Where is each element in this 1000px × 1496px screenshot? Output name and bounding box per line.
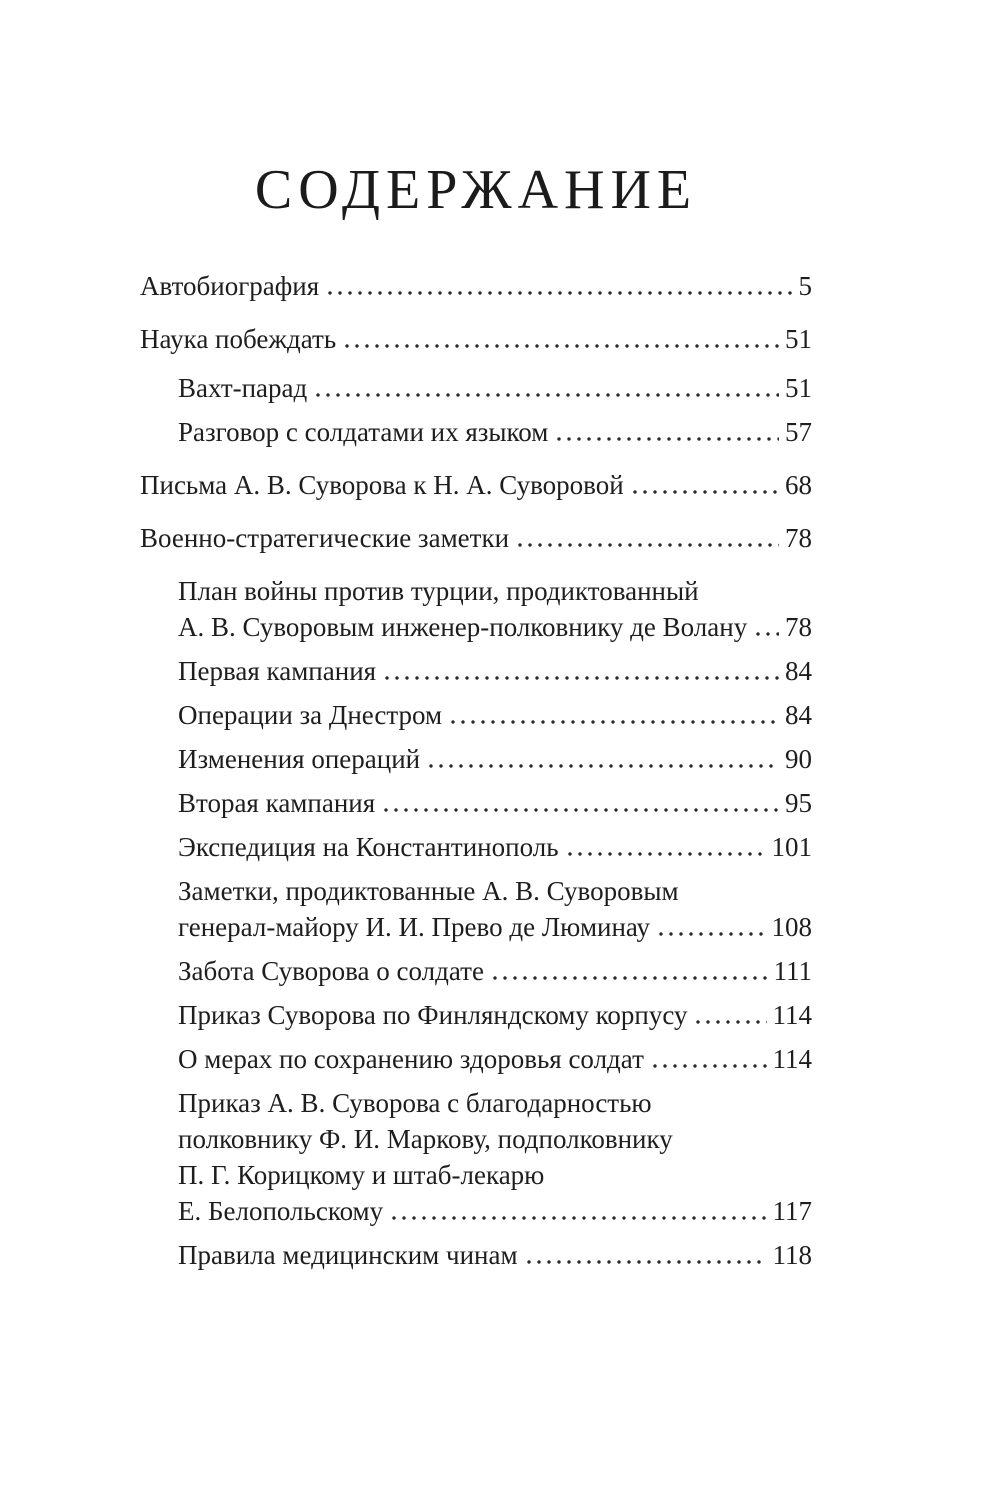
toc-entry-label: План войны против турции, продиктованный (178, 576, 699, 607)
toc-entry (140, 873, 812, 945)
toc-entry-line (178, 1121, 812, 1157)
dot-leader (389, 1193, 766, 1229)
toc-entry-label: Забота Суворова о солдате (178, 956, 484, 987)
toc-entry (140, 829, 812, 865)
toc-list (140, 268, 812, 1273)
toc-entry-label: Военно-стратегические заметки (140, 523, 510, 554)
toc-entry-label: Первая кампания (178, 656, 377, 687)
toc-entry-line (178, 873, 812, 909)
toc-entry-label: Вторая кампания (178, 788, 376, 819)
toc-entry-label: Письма А. В. Суворова к Н. А. Суворовой (140, 470, 624, 501)
dot-leader (693, 997, 766, 1033)
toc-entry-label: Правила медицинским чинам (178, 1240, 518, 1271)
toc-entry-label: Наука побеждать (140, 324, 337, 355)
dot-leader (448, 697, 779, 733)
toc-page-number: 78 (785, 523, 812, 554)
dot-leader (426, 741, 779, 777)
toc-entry-line (178, 573, 812, 609)
toc-entry-line (140, 520, 812, 556)
toc-entry-label: Приказ А. В. Суворова с благодарностью (178, 1088, 652, 1119)
dot-leader (342, 321, 779, 357)
dot-leader (753, 609, 779, 645)
toc-entry-label: полковнику Ф. И. Маркову, подполковнику (178, 1124, 673, 1155)
dot-leader (650, 1041, 767, 1077)
toc-entry-label: А. В. Суворовым инженер-полковнику де Волану (178, 612, 748, 643)
toc-page-number: 117 (772, 1196, 812, 1227)
toc-entry-line (178, 741, 812, 777)
toc-page-number: 84 (785, 656, 812, 687)
toc-entry-line (178, 653, 812, 689)
toc-entry (140, 1085, 812, 1229)
toc-entry-line (178, 1193, 812, 1229)
dot-leader (565, 829, 766, 865)
dot-leader (325, 268, 792, 304)
page-title: СОДЕРЖАНИЕ (254, 159, 698, 221)
toc-entry (140, 520, 812, 556)
toc-entry-label: Экспедиция на Константинополь (178, 832, 559, 863)
toc-entry-label: Автобиография (140, 271, 320, 302)
toc-entry (140, 414, 812, 450)
toc-entry-line (178, 697, 812, 733)
toc-entry-line (178, 1157, 812, 1193)
toc-entry-line (178, 785, 812, 821)
toc-entry-label: Изменения операций (178, 744, 421, 775)
toc-entry-line (178, 997, 812, 1033)
toc-page-number: 111 (773, 956, 812, 987)
toc-entry (140, 1041, 812, 1077)
toc-entry (140, 268, 812, 304)
toc-entry-line (178, 953, 812, 989)
toc-entry (140, 1237, 812, 1273)
toc-entry (140, 467, 812, 503)
toc-page-number: 118 (772, 1240, 812, 1271)
toc-entry-line (178, 1237, 812, 1273)
toc-entry-line (178, 829, 812, 865)
toc-entry (140, 697, 812, 733)
toc-page-number: 95 (785, 788, 812, 819)
toc-entry-line (140, 268, 812, 304)
toc-page-number: 84 (785, 700, 812, 731)
dot-leader (554, 414, 779, 450)
dot-leader (630, 467, 779, 503)
dot-leader (381, 785, 779, 821)
toc-page-number: 114 (772, 1000, 812, 1031)
toc-entry (140, 653, 812, 689)
toc-entry (140, 997, 812, 1033)
toc-page-number: 90 (785, 744, 812, 775)
dot-leader (382, 653, 779, 689)
toc-entry-label: Заметки, продиктованные А. В. Суворовым (178, 876, 679, 907)
toc-page-number: 5 (798, 271, 812, 302)
toc-entry-label: О мерах по сохранению здоровья солдат (178, 1044, 644, 1075)
toc-entry-label: Приказ Суворова по Финляндскому корпусу (178, 1000, 688, 1031)
toc-entry-label: Разговор с солдатами их языком (178, 417, 549, 448)
dot-leader (656, 909, 765, 945)
toc-entry-label: генерал-майору И. И. Прево де Люминау (178, 912, 651, 943)
toc-entry-label: Операции за Днестром (178, 700, 443, 731)
toc-page-number: 68 (785, 470, 812, 501)
toc-page-number: 57 (785, 417, 812, 448)
toc-page-number: 114 (772, 1044, 812, 1075)
toc-entry (140, 741, 812, 777)
toc-entry-line (178, 609, 812, 645)
toc-entry (140, 953, 812, 989)
toc-entry-line (178, 414, 812, 450)
toc-entry-label: Е. Белопольскому (178, 1196, 384, 1227)
toc-entry-label: П. Г. Корицкому и штаб-лекарю (178, 1160, 545, 1191)
toc-entry (140, 573, 812, 645)
toc-entry (140, 321, 812, 357)
toc-page-number: 51 (785, 373, 812, 404)
dot-leader (313, 370, 779, 406)
toc-entry-line (178, 909, 812, 945)
toc-page-number: 78 (785, 612, 812, 643)
toc-entry-line (140, 467, 812, 503)
toc-entry-line (140, 321, 812, 357)
toc-page-number: 51 (785, 324, 812, 355)
toc-entry-line (178, 1085, 812, 1121)
toc-entry-label: Вахт-парад (178, 373, 308, 404)
dot-leader (524, 1237, 767, 1273)
toc-entry-line (178, 370, 812, 406)
dot-leader (490, 953, 768, 989)
toc-page-number: 101 (771, 832, 812, 863)
toc-entry (140, 370, 812, 406)
toc-entry (140, 785, 812, 821)
toc-page-number: 108 (771, 912, 812, 943)
toc-entry-line (178, 1041, 812, 1077)
dot-leader (515, 520, 779, 556)
